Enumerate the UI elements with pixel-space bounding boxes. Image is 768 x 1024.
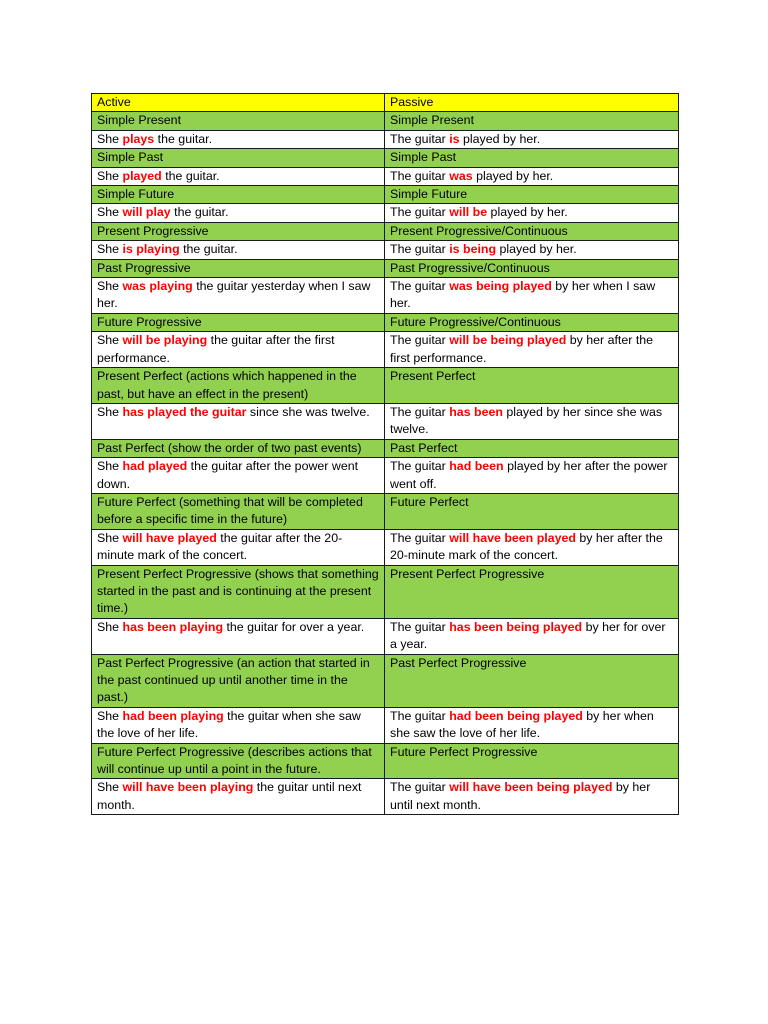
header-passive: Passive	[385, 94, 679, 112]
tense-row	[92, 313, 679, 331]
example-sentence-passive	[385, 278, 679, 314]
sentence-text: played by her.	[472, 168, 554, 183]
highlighted-verb: was being played	[449, 279, 552, 294]
tense-name-passive: Past Perfect	[385, 439, 679, 457]
example-sentence-active	[92, 278, 385, 314]
sentence-text: by her for over a year.	[390, 619, 666, 652]
example-row	[92, 403, 679, 439]
example-row	[92, 458, 679, 494]
example-sentence-active	[92, 332, 385, 368]
tense-name-passive: Past Perfect Progressive	[385, 654, 679, 707]
highlighted-verb: will be being played	[449, 333, 567, 348]
example-sentence-passive	[385, 167, 679, 185]
tense-row	[92, 493, 679, 529]
highlighted-verb: is playing	[122, 242, 180, 257]
sentence-text: The guitar	[390, 205, 450, 220]
tense-row	[92, 654, 679, 707]
sentence-text: The guitar	[390, 333, 450, 348]
tense-name-active: Present Perfect (actions which happened in the past, but have an effect in the present)	[92, 368, 385, 404]
example-sentence-active	[92, 458, 385, 494]
sentence-text: played by her since she was twelve.	[390, 404, 663, 437]
tense-row	[92, 565, 679, 618]
sentence-text: She	[97, 333, 123, 348]
header-active: Active	[92, 94, 385, 112]
tense-name-passive: Simple Present	[385, 112, 679, 130]
sentence-text: The guitar	[390, 404, 450, 419]
example-sentence-passive	[385, 332, 679, 368]
sentence-text: She	[97, 780, 123, 795]
example-sentence-active	[92, 403, 385, 439]
tense-name-active: Simple Past	[92, 149, 385, 167]
sentence-text: The guitar	[390, 131, 450, 146]
example-sentence-passive	[385, 458, 679, 494]
highlighted-verb: played	[122, 168, 162, 183]
highlighted-verb: had been playing	[122, 708, 224, 723]
sentence-text: the guitar after the power went down.	[97, 459, 359, 491]
tense-name-passive: Future Perfect	[385, 493, 679, 529]
tense-name-passive: Present Perfect Progressive	[385, 565, 679, 618]
tense-name-active: Future Perfect (something that will be completed before a specific time in the future)	[92, 493, 385, 529]
tense-name-active: Present Progressive	[92, 222, 385, 240]
sentence-text: She	[97, 168, 123, 183]
example-sentence-active	[92, 204, 385, 222]
highlighted-verb: will be playing	[122, 333, 208, 348]
highlighted-verb: plays	[122, 131, 155, 146]
sentence-text: She	[97, 708, 123, 723]
sentence-text: the guitar after the first performance.	[97, 333, 335, 365]
sentence-text: The guitar	[390, 708, 450, 723]
sentence-text: She	[97, 530, 123, 545]
example-row	[92, 779, 679, 815]
highlighted-verb: has been being played	[449, 619, 583, 634]
example-row	[92, 278, 679, 314]
tense-row	[92, 439, 679, 457]
example-sentence-passive	[385, 403, 679, 439]
tense-row	[92, 368, 679, 404]
example-row	[92, 241, 679, 259]
tense-row	[92, 222, 679, 240]
tense-name-passive: Future Perfect Progressive	[385, 743, 679, 779]
sentence-text: She	[97, 279, 123, 294]
sentence-text: The guitar	[390, 619, 450, 634]
example-sentence-active	[92, 167, 385, 185]
highlighted-verb: will have been playing	[122, 780, 254, 795]
example-sentence-passive	[385, 707, 679, 743]
tense-name-passive: Present Perfect	[385, 368, 679, 404]
example-row	[92, 130, 679, 148]
highlighted-verb: is	[449, 131, 460, 146]
highlighted-verb: is being	[449, 242, 497, 257]
example-sentence-passive	[385, 130, 679, 148]
sentence-text: the guitar yesterday when I saw her.	[97, 279, 371, 311]
sentence-text: by her after the first performance.	[390, 333, 654, 365]
example-sentence-passive	[385, 779, 679, 815]
highlighted-verb: has been playing	[122, 619, 224, 634]
sentence-text: by her when she saw the love of her life.	[390, 708, 654, 741]
highlighted-verb: had been being played	[449, 708, 583, 723]
sentence-text: The guitar	[390, 530, 450, 545]
example-sentence-active	[92, 529, 385, 565]
sentence-text: She	[97, 459, 123, 474]
sentence-text: the guitar when she saw the love of her life.	[97, 708, 361, 741]
highlighted-verb: was playing	[122, 279, 193, 294]
tense-name-passive: Past Progressive/Continuous	[385, 259, 679, 277]
example-sentence-active	[92, 779, 385, 815]
sentence-text: She	[97, 619, 123, 634]
tense-name-active: Future Progressive	[92, 313, 385, 331]
tense-row	[92, 259, 679, 277]
highlighted-verb: will be	[449, 205, 488, 220]
highlighted-verb: has been	[449, 404, 503, 419]
example-sentence-active	[92, 130, 385, 148]
tense-name-active: Simple Future	[92, 186, 385, 204]
highlighted-verb: was	[449, 168, 473, 183]
sentence-text: played by her.	[487, 205, 568, 220]
example-row	[92, 707, 679, 743]
tense-name-active: Present Perfect Progressive (shows that something started in the past and is continuing at the present time.)	[92, 565, 385, 618]
tense-name-passive: Simple Past	[385, 149, 679, 167]
example-row	[92, 529, 679, 565]
active-passive-table	[91, 93, 679, 815]
example-sentence-passive	[385, 241, 679, 259]
sentence-text: since she was twelve.	[246, 404, 370, 419]
tense-row	[92, 149, 679, 167]
sentence-text: The guitar	[390, 780, 450, 795]
sentence-text: The guitar	[390, 168, 450, 183]
tense-row	[92, 743, 679, 779]
sentence-text: She	[97, 131, 123, 146]
sentence-text: the guitar until next month.	[97, 780, 362, 812]
example-sentence-active	[92, 241, 385, 259]
sentence-text: She	[97, 205, 123, 220]
tense-row	[92, 186, 679, 204]
highlighted-verb: has played the guitar	[122, 404, 247, 419]
tense-name-active: Past Perfect (show the order of two past events)	[92, 439, 385, 457]
highlighted-verb: had played	[122, 459, 188, 474]
table-body	[92, 94, 679, 815]
sentence-text: by her until next month.	[390, 780, 651, 812]
sentence-text: the guitar.	[161, 168, 220, 183]
example-row	[92, 332, 679, 368]
sentence-text: played by her after the power went off.	[390, 459, 668, 491]
example-sentence-active	[92, 707, 385, 743]
sentence-text: The guitar	[390, 279, 450, 294]
tense-name-active: Past Progressive	[92, 259, 385, 277]
highlighted-verb: will play	[122, 205, 171, 220]
sentence-text: The guitar	[390, 242, 450, 257]
sentence-text: the guitar for over a year.	[223, 619, 365, 634]
tense-name-active: Future Perfect Progressive (describes actions that will continue up until a point in the future.	[92, 743, 385, 779]
sentence-text: by her when I saw her.	[390, 279, 656, 311]
example-row	[92, 204, 679, 222]
highlighted-verb: will have played	[122, 530, 217, 545]
tense-name-passive: Simple Future	[385, 186, 679, 204]
example-sentence-active	[92, 618, 385, 654]
tense-name-passive: Future Progressive/Continuous	[385, 313, 679, 331]
tense-name-passive: Present Progressive/Continuous	[385, 222, 679, 240]
sentence-text: She	[97, 242, 123, 257]
sentence-text: the guitar.	[179, 242, 238, 257]
sentence-text: played by her.	[459, 131, 541, 146]
sentence-text: She	[97, 404, 123, 419]
tense-row	[92, 112, 679, 130]
example-sentence-passive	[385, 618, 679, 654]
sentence-text: played by her.	[496, 242, 577, 257]
example-sentence-passive	[385, 529, 679, 565]
sentence-text: the guitar.	[154, 131, 213, 146]
example-row	[92, 618, 679, 654]
sentence-text: the guitar.	[170, 205, 229, 220]
tense-name-active: Simple Present	[92, 112, 385, 130]
sentence-text: the guitar after the 20-minute mark of the concert.	[97, 530, 343, 563]
sentence-text: by her after the 20-minute mark of the concert.	[390, 530, 663, 563]
example-row	[92, 167, 679, 185]
table-header-row	[92, 94, 679, 112]
highlighted-verb: had been	[449, 459, 504, 474]
example-sentence-passive	[385, 204, 679, 222]
highlighted-verb: will have been being played	[449, 780, 613, 795]
highlighted-verb: will have been played	[449, 530, 576, 545]
tense-name-active: Past Perfect Progressive (an action that started in the past continued up until another time in the past.)	[92, 654, 385, 707]
sentence-text: The guitar	[390, 459, 450, 474]
